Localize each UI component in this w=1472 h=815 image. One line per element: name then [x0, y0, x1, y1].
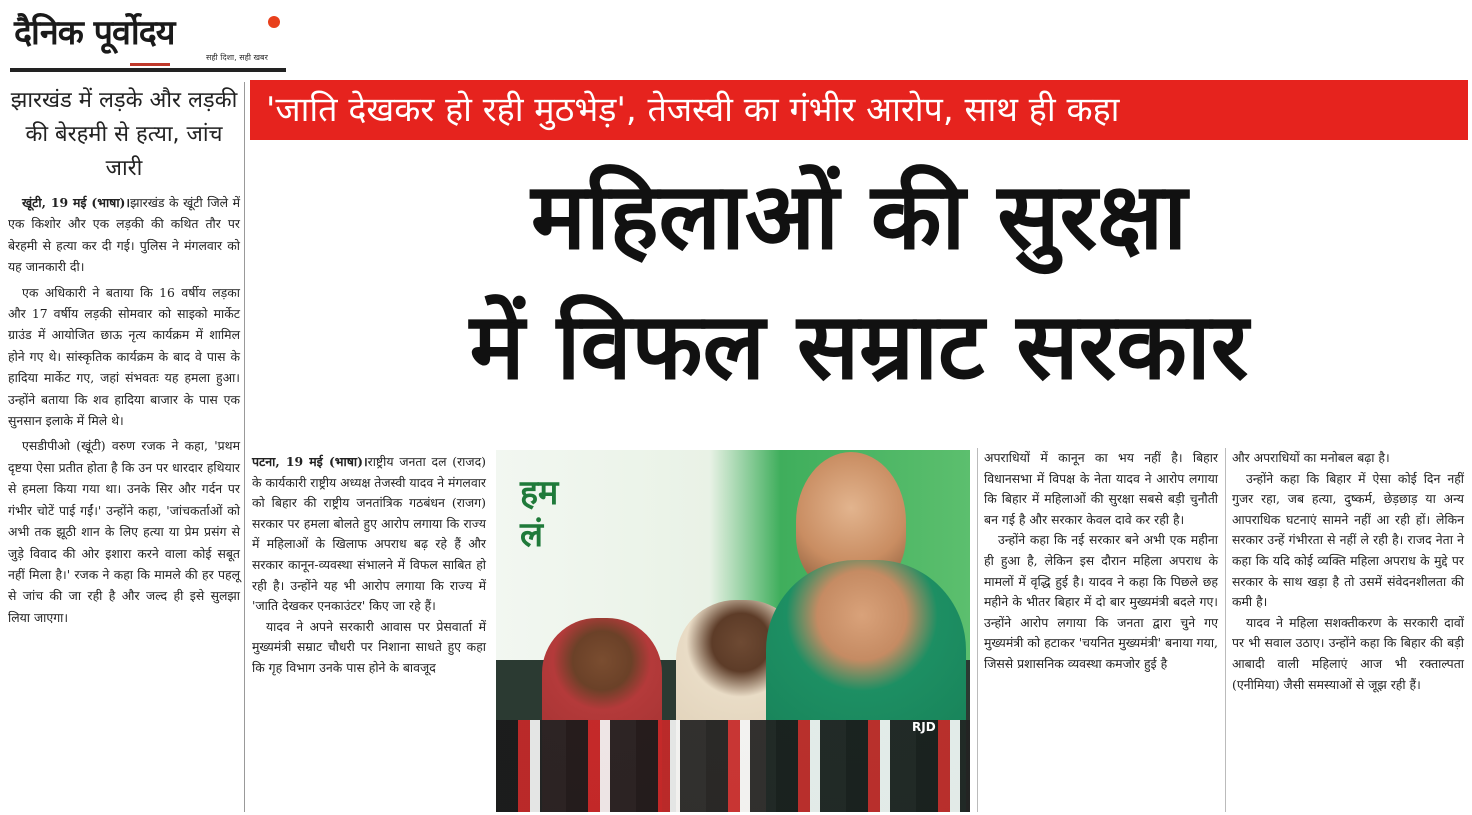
main-story-paragraph-5: और अपराधियों का मनोबल बढ़ा है। — [1232, 450, 1390, 465]
left-story-paragraph-1: झारखंड के खूंटी जिले में एक किशोर और एक लड़की की कथित तौर पर बेरहमी से हत्या कर दी गई। पुलिस ने मंगलवार को यह जानकारी दी। — [8, 195, 241, 275]
kicker-banner — [250, 80, 1468, 140]
main-story-column-3 — [984, 448, 1218, 675]
microphones-cluster — [496, 720, 970, 812]
column-gutter — [977, 448, 978, 812]
left-story — [8, 84, 240, 812]
column-gutter — [1225, 448, 1226, 812]
newspaper-logo: दैनिक पूर्वोदय — [14, 13, 175, 53]
main-story-paragraph-6: उन्होंने कहा कि बिहार में ऐसा कोई दिन नहीं गुजर रहा, जब हत्या, दुष्कर्म, छेड़छाड़ या अन्य आपराधिक घटनाएं सामने नहीं आ रही हों। लेकिन सरकार उन्हें गंभीरता से नहीं ले रही है। राजद नेता ने कहा कि यदि कोई व्यक्ति महिला अपराध के मुद्दे पर सरकार के साथ खड़ा है तो उसमें संवेदनशीलता की कमी है। — [1232, 470, 1464, 610]
main-story-dateline: पटना, 19 मई (भाषा)। — [252, 454, 368, 469]
column-divider — [244, 82, 245, 812]
left-story-headline: झारखंड में लड़के और लड़की की बेरहमी से हत्या, जांच जारी — [10, 88, 238, 181]
left-story-paragraph-2: एक अधिकारी ने बताया कि 16 वर्षीय लड़का और 17 वर्षीय लड़की सोमवार को साइको मार्केट ग्राउंड में आयोजित छाऊ नृत्य कार्यक्रम में शामिल होने गए थे। सांस्कृतिक कार्यक्रम के बाद वे पास के हादिया मार्केट गए, जहां संभवतः यह हमला हुआ। उन्होंने बताया कि शव हादिया बाजार के पास एक सुनसान इलाके में मिले थे। — [8, 284, 240, 429]
left-story-paragraph-3: एसडीपीओ (खूंटी) वरुण रजक ने कहा, 'प्रथम दृष्टया ऐसा प्रतीत होता है कि उन पर धारदार हथियार से हमला किया गया था। उनके सिर और गर्दन पर गंभीर चोटें पाई गईं।' उन्होंने कहा, 'जांचकर्ताओं को अभी तक झूठी शान के लिए हत्या या प्रेम प्रसंग से जुड़े विवाद की ओर इशारा करने वाला कोई सबूत नहीं मिला है।' रजक ने कहा कि मामले की हर पहलू से जांच की जा रही है और जल्द ही इसे सुलझा लिया जाएगा। — [8, 438, 240, 625]
main-story-paragraph-1: राष्ट्रीय जनता दल (राजद) के कार्यकारी राष्ट्रीय अध्यक्ष तेजस्वी यादव ने मंगलवार को बिहार की राष्ट्रीय जनतांत्रिक गठबंधन (राजग) सरकार पर हमला बोलते हुए आरोप लगाया कि राज्य में महिलाओं के खिलाफ अपराध बढ़ रहे हैं और सरकार कानून-व्यवस्था संभालने में विफल साबित हो रही है। उन्होंने यह भी आरोप लगाया कि राज्य में 'जाति देखकर एनकाउंटर' किए जा रहे हैं। — [252, 454, 486, 614]
main-story-paragraph-2: यादव ने अपने सरकारी आवास पर प्रेसवार्ता में मुख्यमंत्री सम्राट चौधरी पर निशाना साधते हुए कहा कि गृह विभाग उनके पास होने के बावजूद — [252, 618, 486, 675]
main-headline-line-1: महिलाओं की सुरक्षा — [530, 163, 1188, 270]
main-story-paragraph-7: यादव ने महिला सशक्तीकरण के सरकारी दावों पर भी सवाल उठाए। उन्होंने कहा कि बिहार की बड़ी आबादी वाली महिलाएं आज भी रक्ताल्पता (एनीमिया) जैसी समस्याओं से जूझ रही हैं। — [1232, 614, 1464, 692]
main-story-column-1 — [252, 452, 486, 679]
main-headline — [250, 150, 1468, 410]
masthead-accent-line — [130, 63, 170, 66]
press-conference-photo — [496, 450, 970, 812]
photo-backdrop-text: हम लं — [520, 473, 559, 555]
left-story-dateline: खूंटी, 19 मई (भाषा)। — [22, 195, 131, 210]
masthead-rule — [10, 68, 286, 72]
main-headline-line-2: में विफल सम्राट सरकार — [469, 293, 1249, 400]
main-story-column-4 — [1232, 448, 1464, 695]
main-story-paragraph-4: उन्होंने कहा कि नई सरकार बने अभी एक महीना ही हुआ है, लेकिन इस दौरान महिला अपराध के मामलों में वृद्धि हुई है। यादव ने कहा कि पिछले छह महीने के भीतर बिहार में दो बार मुख्यमंत्री बदले गए। उन्होंने आरोप लगाया कि जनता द्वारा चुने गए मुख्यमंत्री को हटाकर 'चयनित मुख्यमंत्री' बनाया गया, जिससे प्रशासनिक व्यवस्था कमजोर हुई है — [984, 532, 1218, 671]
left-story-body — [8, 192, 240, 628]
shirt-logo: RJD — [912, 720, 936, 734]
masthead — [10, 6, 286, 72]
main-story-paragraph-3: अपराधियों में कानून का भय नहीं है। बिहार विधानसभा में विपक्ष के नेता यादव ने आरोप लगाया कि बिहार में महिलाओं की सुरक्षा सबसे बड़ी चुनौती बन गई है और सरकार केवल दावे कर रही है। — [984, 450, 1218, 527]
logo-dot-icon — [268, 16, 280, 28]
kicker-text: 'जाति देखकर हो रही मुठभेड़', तेजस्वी का गंभीर आरोप, साथ ही कहा — [266, 90, 1120, 130]
masthead-tagline: सही दिशा, सही खबर — [206, 53, 268, 62]
